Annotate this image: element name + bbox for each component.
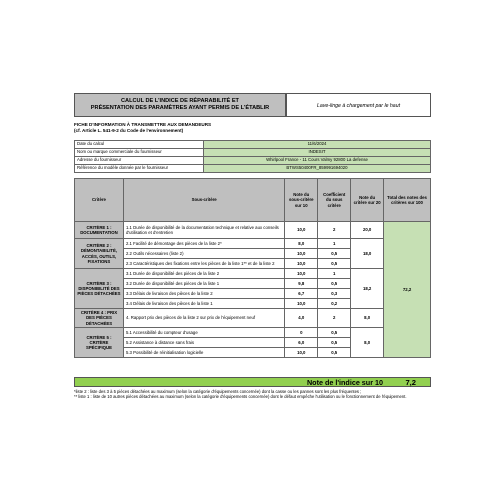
sub-coef: 0,5 [318,348,351,358]
info-value: INDESIT [204,149,431,157]
sub-coef: 1 [318,239,351,249]
col-coef: Coefficient du sous critère [318,179,351,222]
sub-coef: 0,5 [318,279,351,289]
sub-coef: 0,5 [318,328,351,338]
footnote-list2: *liste 2 : liste des 3 à 5 pièces détachées au maximum (selon la catégorie d'équipements concernée) dont la casse ou les pannes sont les plus fréquentes ; [74,389,362,394]
criterion-name: CRITÈRE 3 : DISPONIBILITÉ DES PIÈCES DÉTACHÉES [75,269,124,309]
sub-coef: 0,5 [318,338,351,348]
col-note20: Note du critère sur 20 [351,179,384,222]
table-header-row [75,179,431,222]
info-label: Nom ou marque commerciale du fournisseur [75,149,204,157]
sub-criterion: 1.1 Durée de disponibilité de la documentation technique et relative aux conseils d'utilisation et d'entretien [123,222,284,239]
sub-criterion: 4. Rapport prix des pièces de la liste 2 sur prix de l'équipement neuf [123,309,284,328]
table-row [75,239,431,249]
info-value: BTWS50400FR_859991694020 [204,165,431,173]
sub-coef: 0,5 [318,259,351,269]
sub-criterion: 2.1 Facilité de démontage des pièces de la liste 2* [123,239,284,249]
info-label: Référence du modèle donnée par le fournisseur [75,165,204,173]
sub-coef: 2 [318,309,351,328]
table-row [75,309,431,328]
criterion-note20: 8,0 [351,309,384,328]
sub-criterion: 5.2 Assistance à distance sans frais [123,338,284,348]
final-score-label: Note de l'indice sur 10 [306,378,383,387]
criterion-note20: 18,0 [351,239,384,269]
sub-coef: 0,2 [318,299,351,309]
fiche-heading [74,122,431,134]
footnote-list1: ** liste 1 : liste de 10 autres pièces détachées au maximum (selon la catégorie d'équipements concernée) dont le défaut empêche l'utilisation ou le fonctionnement de l'équipement. [74,394,407,400]
sub-criterion: 5.3 Possibilité de réinitialisation logicielle [123,348,284,358]
title-box [74,93,286,117]
criterion-note20: 18,2 [351,269,384,309]
repairability-table [74,178,431,358]
footnotes [74,389,431,399]
final-score-bar [74,377,431,387]
info-row [75,149,431,157]
sub-note: 10,0 [285,249,318,259]
sub-note: 4,0 [285,309,318,328]
sub-criterion: 2.2 Outils nécessaires (liste 2) [123,249,284,259]
info-label: Adresse du fournisseur [75,157,204,165]
sub-note: 10,0 [285,259,318,269]
table-row [75,222,431,239]
product-type: Lave-linge à chargement par le haut [286,93,431,117]
col-total100: Total des notes des critères sur 100 [384,179,431,222]
info-label: Date du calcul [75,141,204,149]
total-100: 72,2 [384,222,431,358]
sub-note: 0 [285,328,318,338]
criterion-name: CRITÈRE 5 : CRITÈRE SPÉCIFIQUE [75,328,124,358]
sub-criterion: 2.3 Caractéristiques des fixations entre les pièces de la liste 1** et de la liste 2 [123,259,284,269]
sub-coef: 0,5 [318,249,351,259]
criterion-note20: 20,0 [351,222,384,239]
sub-note: 10,0 [285,222,318,239]
fiche-line-1: FICHE D'INFORMATION À TRANSMETTRE AUX DEMANDEURS [74,122,212,127]
sub-note: 10,0 [285,348,318,358]
sub-criterion: 3.2 Durée de disponibilité des pièces de la liste 1 [123,279,284,289]
supplier-info-table [74,140,431,173]
sub-note: 10,0 [285,269,318,279]
criterion-name: CRITÈRE 1 : DOCUMENTATION [75,222,124,239]
info-row [75,157,431,165]
sub-note: 10,0 [285,299,318,309]
criterion-name: CRITÈRE 2 : DÉMONTABILITÉ, ACCÈS, OUTILS, FIXATIONS [75,239,124,269]
col-critere: Critère [75,179,124,222]
title-line-1: CALCUL DE L'INDICE DE RÉPARABILITÉ ET [121,98,239,104]
table-row [75,328,431,338]
sub-note: 9,8 [285,279,318,289]
sub-coef: 2 [318,222,351,239]
sub-criterion: 3.4 Délais de livraison des pièces de la liste 1 [123,299,284,309]
info-row [75,165,431,173]
final-score-value: 7,2 [405,378,416,387]
sub-criterion: 3.3 Délais de livraison des pièces de la liste 2 [123,289,284,299]
table-row [75,269,431,279]
criterion-note20: 8,0 [351,328,384,358]
sub-coef: 0,3 [318,289,351,299]
info-value: Whirlpool France - 11 Cours Valmy 92800 La defense [204,157,431,165]
fiche-line-2: (cf. Article L. 541-9-2 du Code de l'environnement) [74,128,184,133]
criterion-name: CRITÈRE 4 : PRIX DES PIÈCES DÉTACHÉES [75,309,124,328]
info-value: 11/6/2024 [204,141,431,149]
sub-coef: 1 [318,269,351,279]
col-note10: Note du sous-critère sur 10 [285,179,318,222]
sub-note: 8,0 [285,239,318,249]
title-line-2: PRÉSENTATION DES PARAMÈTRES AYANT PERMIS DE L'ÉTABLIR [90,105,270,111]
col-sous-critere: Sous-critère [123,179,284,222]
sub-criterion: 3.1 Durée de disponibilité des pièces de la liste 2 [123,269,284,279]
info-row [75,141,431,149]
sub-criterion: 5.1 Accessibilité du compteur d'usage [123,328,284,338]
sub-note: 6,7 [285,289,318,299]
sub-note: 6,0 [285,338,318,348]
